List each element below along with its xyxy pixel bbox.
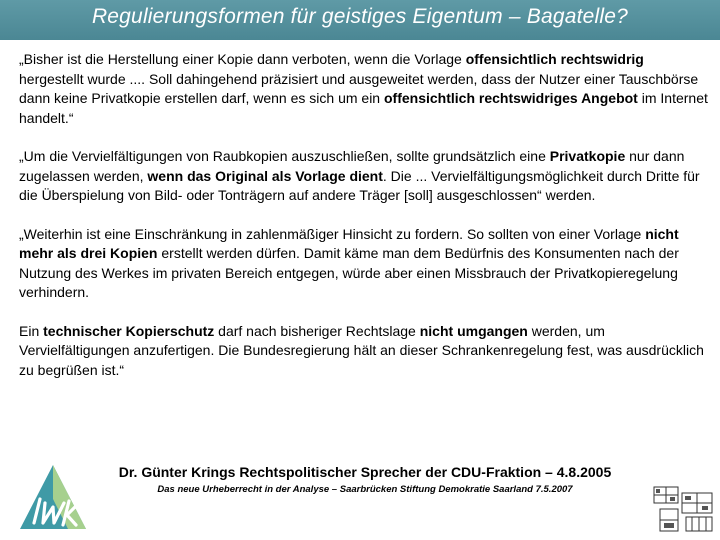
title-bar [0,0,720,40]
slide-title: Regulierungsformen für geistiges Eigentum – Bagatelle? [91,5,629,28]
institute-seal-graphic-icon [652,485,716,535]
paragraph-text: Ein [19,322,44,339]
emphasis-text: offensichtlich rechtswidrig [465,51,644,67]
quote-paragraph [19,322,709,381]
source-line: Das neue Urheberrecht in der Analyse – Saarbrücken Stiftung Demokratie Saarland 7.5.2007 [157,484,573,495]
emphasis-text: wenn das Original als Vorlage dient [147,167,383,184]
emphasis-text: Privatkopie [549,148,626,164]
quote-paragraph [19,147,709,206]
slide-body [19,50,709,380]
emphasis-text: nicht mehr als drei Kopien [19,225,679,261]
emphasis-text: offensichtlich rechtswidriges Angebot [383,90,638,106]
author-line: Dr. Günter Krings Rechtspolitischer Sprecher der CDU-Fraktion – 4.8.2005 [118,464,612,480]
paragraph-text: hergestellt wurde .... Soll dahingehend präzisiert und ausgeweitet werden, dass der Nutzer einer Tauschbörse dann keine Privatkopie erstellen darf, wenn es sich um ein [19,70,699,106]
paragraph-text: erstellt werden dürfen. Damit käme man dem Bedürfnis des Konsumenten nach der Nutzung des Werkes im privaten Bereich entgegen, würde aber einen Missbrauch der Privatkopieregelung verhindern. [19,245,679,300]
quote-paragraph [19,225,709,303]
iuk-logo-icon [18,463,88,531]
paragraph-text: darf nach bisheriger Rechtslage [214,322,420,339]
paragraph-text: „Um die Vervielfältigungen von Raubkopien auszuschließen, sollte grundsätzlich eine [19,148,550,164]
quote-paragraph [19,50,709,128]
paragraph-text: im Internet handelt.“ [19,90,708,126]
paragraph-text: nur dann zugelassen werden, [19,148,685,184]
paragraph-text: werden, um Vervielfältigungen anzufertigen. Die Bundesregierung hält an dieser Schrankenregelung fest, was ausdrücklich zu begrüßen ist.“ [19,322,704,378]
slide-footer [100,462,630,496]
paragraph-text: „Weiterhin ist eine Einschränkung in zahlenmäßiger Hinsicht zu fordern. So sollten von einer Vorlage [19,225,646,242]
emphasis-text: technischer Kopierschutz [43,322,215,339]
paragraph-text: . Die ... Vervielfältigungsmöglichkeit durch Dritte für die Überspielung von Bild- oder Tonträgern auf andere Träger [soll] ausgeschlossen“ werden. [19,167,700,203]
paragraph-text: „Bisher ist die Herstellung einer Kopie dann verboten, wenn die Vorlage [19,51,466,67]
emphasis-text: nicht umgangen [419,322,528,339]
